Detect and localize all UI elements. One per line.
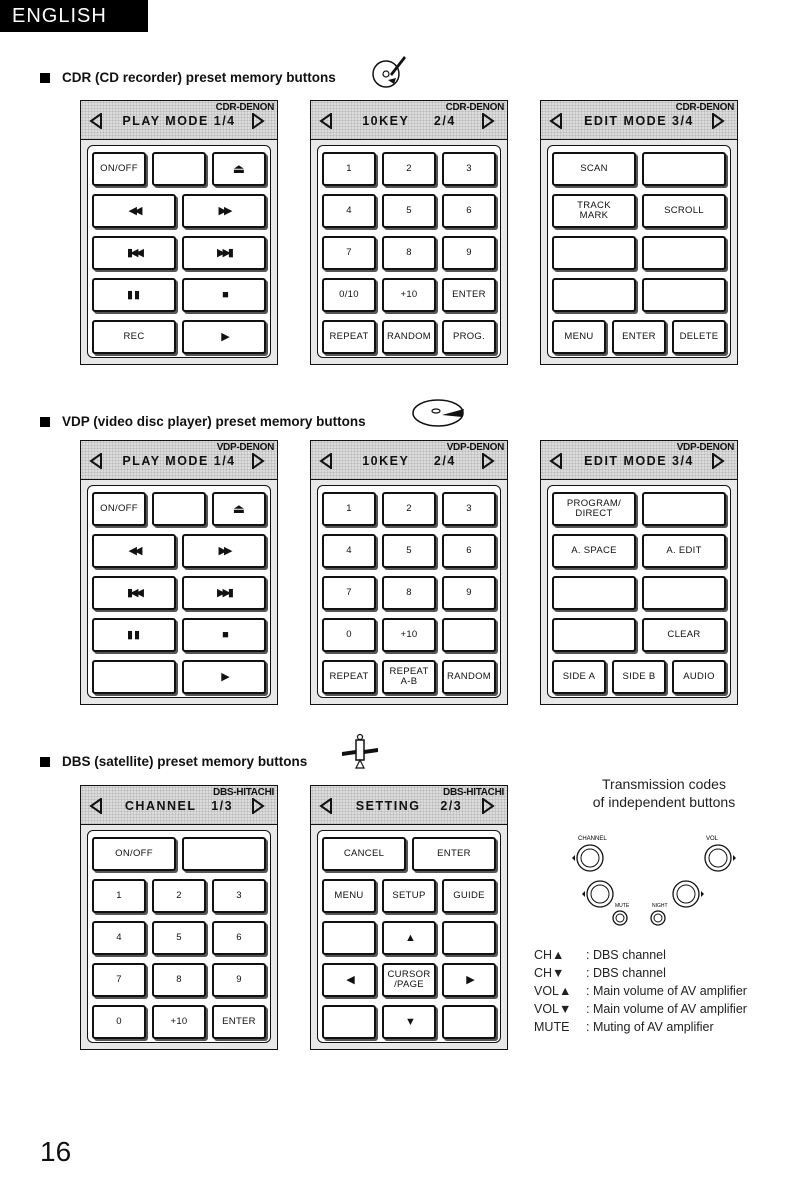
blank-button[interactable] [642, 152, 726, 186]
eject-icon: ⏏ [232, 501, 246, 516]
digit-2-button[interactable]: 2 [382, 152, 436, 186]
key-area [87, 145, 271, 358]
panel-cdr-10key [310, 100, 508, 365]
legend-row [534, 946, 747, 964]
vol-dial-label: VOL [706, 836, 719, 842]
vol-down-dial-icon [673, 881, 704, 907]
pause-icon: ▮▮ [126, 629, 142, 641]
digit-8-button[interactable]: 8 [382, 236, 436, 270]
legend-desc: : DBS channel [586, 966, 666, 980]
enter-button[interactable]: ENTER [212, 1005, 266, 1039]
a-space-button[interactable]: A. SPACE [552, 534, 636, 568]
blank-button[interactable] [552, 618, 636, 652]
legend-desc: : Muting of AV amplifier [586, 1020, 714, 1034]
scroll-button[interactable]: SCROLL [642, 194, 726, 228]
mode-label: EDIT MODE 3/4 [584, 114, 694, 128]
eject-icon: ⏏ [232, 161, 246, 176]
cursor-down-button[interactable] [382, 1005, 436, 1039]
mode-label: EDIT MODE 3/4 [584, 454, 694, 468]
blank-button[interactable] [92, 660, 176, 694]
panel-dbs-channel [80, 785, 278, 1050]
legend-key: MUTE [534, 1020, 570, 1034]
repeat-button[interactable]: REPEAT [322, 320, 376, 354]
night-dial-label: NIGHT [652, 903, 668, 909]
program-button[interactable]: PROG. [442, 320, 496, 354]
digit-2-button[interactable]: 2 [152, 879, 206, 913]
title-line: of independent buttons [592, 794, 736, 810]
skip-back-button[interactable] [92, 576, 176, 610]
blank-button[interactable] [642, 278, 726, 312]
transmission-codes-title [540, 775, 788, 811]
digit-0-10-button[interactable]: 0/10 [322, 278, 376, 312]
enter-button[interactable]: ENTER [442, 278, 496, 312]
lcd-screen [311, 786, 507, 825]
mute-button-icon [613, 911, 627, 925]
digit-7-button[interactable]: 7 [322, 576, 376, 610]
legend-desc: : Main volume of AV amplifier [586, 1002, 747, 1016]
channel-dial-label: CHANNEL [578, 836, 607, 842]
remote-dial-diagram [560, 830, 760, 936]
blank-button[interactable] [642, 576, 726, 610]
fast-forward-button[interactable] [182, 534, 266, 568]
cursor-up-button[interactable] [382, 921, 436, 955]
brand-label: VDP-DENON [676, 442, 734, 453]
lcd-screen [311, 441, 507, 480]
cursor-right-button[interactable] [442, 963, 496, 997]
digit-7-button[interactable]: 7 [92, 963, 146, 997]
section-heading-vdp [40, 414, 366, 429]
cancel-button[interactable]: CANCEL [322, 837, 406, 871]
bullet-square [40, 757, 50, 767]
blank-button[interactable] [182, 837, 266, 871]
legend-key: CH▲ [534, 948, 565, 962]
scan-button[interactable]: SCAN [552, 152, 636, 186]
skip-back-button[interactable] [92, 236, 176, 270]
blank-button[interactable] [642, 236, 726, 270]
blank-button[interactable] [552, 278, 636, 312]
digit-0-button[interactable]: 0 [92, 1005, 146, 1039]
transmission-legend [534, 946, 747, 1036]
blank-button[interactable] [552, 236, 636, 270]
mode-label: 10KEY 2/4 [362, 454, 456, 468]
plus-10-button[interactable]: +10 [152, 1005, 206, 1039]
title-line: Transmission codes [602, 776, 726, 792]
panel-vdp-play-mode [80, 440, 278, 705]
section-title: VDP (video disc player) preset memory buttons [62, 414, 366, 429]
cursor-page-button[interactable]: CURSOR /PAGE [382, 963, 436, 997]
page-right-icon[interactable] [251, 798, 265, 814]
pause-button[interactable] [92, 278, 176, 312]
enter-button[interactable]: ENTER [412, 837, 496, 871]
key-area [87, 830, 271, 1043]
skip-forward-icon: ▶▶▮ [217, 247, 231, 259]
mode-label: PLAY MODE 1/4 [122, 114, 236, 128]
pause-button[interactable] [92, 618, 176, 652]
channel-down-dial-icon [582, 881, 613, 907]
blank-button[interactable] [152, 492, 206, 526]
digit-6-button[interactable]: 6 [442, 194, 496, 228]
digit-4-button[interactable]: 4 [322, 534, 376, 568]
blank-button[interactable] [442, 1005, 496, 1039]
digit-1-button[interactable]: 1 [322, 492, 376, 526]
rewind-icon: ◀◀ [128, 545, 140, 557]
skip-back-icon: ▮◀◀ [127, 587, 141, 599]
brand-label: CDR-DENON [215, 102, 274, 113]
brand-label: CDR-DENON [445, 102, 504, 113]
digit-9-button[interactable]: 9 [442, 576, 496, 610]
delete-button[interactable]: DELETE [672, 320, 726, 354]
brand-label: DBS-HITACHI [213, 787, 274, 798]
page-right-icon[interactable] [481, 798, 495, 814]
brand-label: DBS-HITACHI [443, 787, 504, 798]
left-arrow-icon: ◀ [346, 974, 352, 986]
cd-recorder-icon [368, 52, 408, 88]
blank-button[interactable] [442, 618, 496, 652]
night-button-icon [651, 911, 665, 925]
bullet-square [40, 417, 50, 427]
blank-button[interactable] [322, 921, 376, 955]
rewind-icon: ◀◀ [128, 205, 140, 217]
play-icon: ▶ [221, 671, 227, 683]
plus-10-button[interactable]: +10 [382, 278, 436, 312]
random-button[interactable]: RANDOM [442, 660, 496, 694]
digit-5-button[interactable]: 5 [382, 534, 436, 568]
digit-4-button[interactable]: 4 [322, 194, 376, 228]
legend-key: VOL▼ [534, 1002, 572, 1016]
digit-8-button[interactable]: 8 [382, 576, 436, 610]
section-heading-dbs [40, 754, 307, 769]
stop-button[interactable] [182, 618, 266, 652]
digit-3-button[interactable]: 3 [442, 492, 496, 526]
clear-button[interactable]: CLEAR [642, 618, 726, 652]
side-b-button[interactable]: SIDE B [612, 660, 666, 694]
lcd-screen [81, 786, 277, 825]
lcd-screen [541, 101, 737, 140]
stop-button[interactable] [182, 278, 266, 312]
lcd-screen [311, 101, 507, 140]
mode-label: PLAY MODE 1/4 [122, 454, 236, 468]
key-area [317, 485, 501, 698]
key-area [317, 145, 501, 358]
page-right-icon[interactable] [481, 453, 495, 469]
lcd-screen [81, 101, 277, 140]
mode-label: 10KEY 2/4 [362, 114, 456, 128]
play-icon: ▶ [221, 331, 227, 343]
audio-button[interactable]: AUDIO [672, 660, 726, 694]
down-arrow-icon: ▼ [405, 1016, 413, 1028]
legend-row [534, 964, 747, 982]
digit-4-button[interactable]: 4 [92, 921, 146, 955]
mute-dial-label: MUTE [615, 903, 630, 909]
pause-icon: ▮▮ [126, 289, 142, 301]
page-right-icon[interactable] [251, 113, 265, 129]
panel-dbs-setting [310, 785, 508, 1050]
digit-5-button[interactable]: 5 [382, 194, 436, 228]
repeat-a-b-button[interactable]: REPEAT A-B [382, 660, 436, 694]
play-button[interactable] [182, 320, 266, 354]
skip-forward-button[interactable] [182, 576, 266, 610]
stop-icon: ■ [222, 289, 226, 301]
up-arrow-icon: ▲ [405, 932, 413, 944]
legend-row [534, 1018, 747, 1036]
eject-button[interactable] [212, 492, 266, 526]
fast-forward-icon: ▶▶ [218, 205, 230, 217]
brand-label: VDP-DENON [446, 442, 504, 453]
digit-6-button[interactable]: 6 [442, 534, 496, 568]
key-area [317, 830, 501, 1043]
page-right-icon[interactable] [251, 453, 265, 469]
brand-label: VDP-DENON [216, 442, 274, 453]
mode-label: CHANNEL 1/3 [124, 799, 234, 813]
blank-button[interactable] [552, 576, 636, 610]
blank-button[interactable] [642, 492, 726, 526]
satellite-icon [340, 732, 380, 772]
menu-button[interactable]: MENU [322, 879, 376, 913]
stop-icon: ■ [222, 629, 226, 641]
legend-row [534, 1000, 747, 1018]
menu-button[interactable]: MENU [552, 320, 606, 354]
legend-row [534, 982, 747, 1000]
panel-cdr-play-mode [80, 100, 278, 365]
lcd-screen [541, 441, 737, 480]
enter-button[interactable]: ENTER [612, 320, 666, 354]
lcd-screen [81, 441, 277, 480]
a-edit-button[interactable]: A. EDIT [642, 534, 726, 568]
mode-label: SETTING 2/3 [355, 799, 463, 813]
program-direct-button[interactable]: PROGRAM/ DIRECT [552, 492, 636, 526]
digit-2-button[interactable]: 2 [382, 492, 436, 526]
bullet-square [40, 73, 50, 83]
page-right-icon[interactable] [711, 453, 725, 469]
legend-desc: : Main volume of AV amplifier [586, 984, 747, 998]
page-right-icon[interactable] [711, 113, 725, 129]
digit-1-button[interactable]: 1 [322, 152, 376, 186]
cursor-left-button[interactable] [322, 963, 376, 997]
eject-button[interactable] [212, 152, 266, 186]
key-area [547, 145, 731, 358]
section-heading-cdr [40, 70, 336, 85]
rewind-button[interactable] [92, 194, 176, 228]
digit-5-button[interactable]: 5 [152, 921, 206, 955]
fast-forward-button[interactable] [182, 194, 266, 228]
key-area [87, 485, 271, 698]
setup-button[interactable]: SETUP [382, 879, 436, 913]
digit-3-button[interactable]: 3 [442, 152, 496, 186]
record-button[interactable]: REC [92, 320, 176, 354]
skip-forward-button[interactable] [182, 236, 266, 270]
panel-vdp-edit-mode [540, 440, 738, 705]
vol-dial-icon [705, 845, 736, 871]
channel-dial-icon [572, 845, 603, 871]
page-right-icon[interactable] [481, 113, 495, 129]
digit-0-button[interactable]: 0 [322, 618, 376, 652]
skip-back-icon: ▮◀◀ [127, 247, 141, 259]
guide-button[interactable]: GUIDE [442, 879, 496, 913]
legend-key: VOL▲ [534, 984, 572, 998]
right-arrow-icon: ▶ [466, 974, 472, 986]
key-area [547, 485, 731, 698]
digit-9-button[interactable]: 9 [442, 236, 496, 270]
blank-button[interactable] [442, 921, 496, 955]
plus-10-button[interactable]: +10 [382, 618, 436, 652]
legend-desc: : DBS channel [586, 948, 666, 962]
digit-6-button[interactable]: 6 [212, 921, 266, 955]
section-title: CDR (CD recorder) preset memory buttons [62, 70, 336, 85]
rewind-button[interactable] [92, 534, 176, 568]
digit-3-button[interactable]: 3 [212, 879, 266, 913]
digit-8-button[interactable]: 8 [152, 963, 206, 997]
on-off-button[interactable]: ON/OFF [92, 837, 176, 871]
on-off-button[interactable]: ON/OFF [92, 492, 146, 526]
skip-forward-icon: ▶▶▮ [217, 587, 231, 599]
track-mark-button[interactable]: TRACK MARK [552, 194, 636, 228]
page-number: 16 [40, 1136, 72, 1167]
digit-1-button[interactable]: 1 [92, 879, 146, 913]
language-tab: ENGLISH [0, 0, 148, 32]
digit-7-button[interactable]: 7 [322, 236, 376, 270]
repeat-button[interactable]: REPEAT [322, 660, 376, 694]
panel-vdp-10key [310, 440, 508, 705]
fast-forward-icon: ▶▶ [218, 545, 230, 557]
blank-button[interactable] [322, 1005, 376, 1039]
blank-button[interactable] [152, 152, 206, 186]
random-button[interactable]: RANDOM [382, 320, 436, 354]
play-button[interactable] [182, 660, 266, 694]
digit-9-button[interactable]: 9 [212, 963, 266, 997]
legend-key: CH▼ [534, 966, 565, 980]
section-title: DBS (satellite) preset memory buttons [62, 754, 308, 769]
side-a-button[interactable]: SIDE A [552, 660, 606, 694]
video-disc-icon [410, 395, 470, 431]
panel-cdr-edit-mode [540, 100, 738, 365]
on-off-button[interactable]: ON/OFF [92, 152, 146, 186]
brand-label: CDR-DENON [675, 102, 734, 113]
